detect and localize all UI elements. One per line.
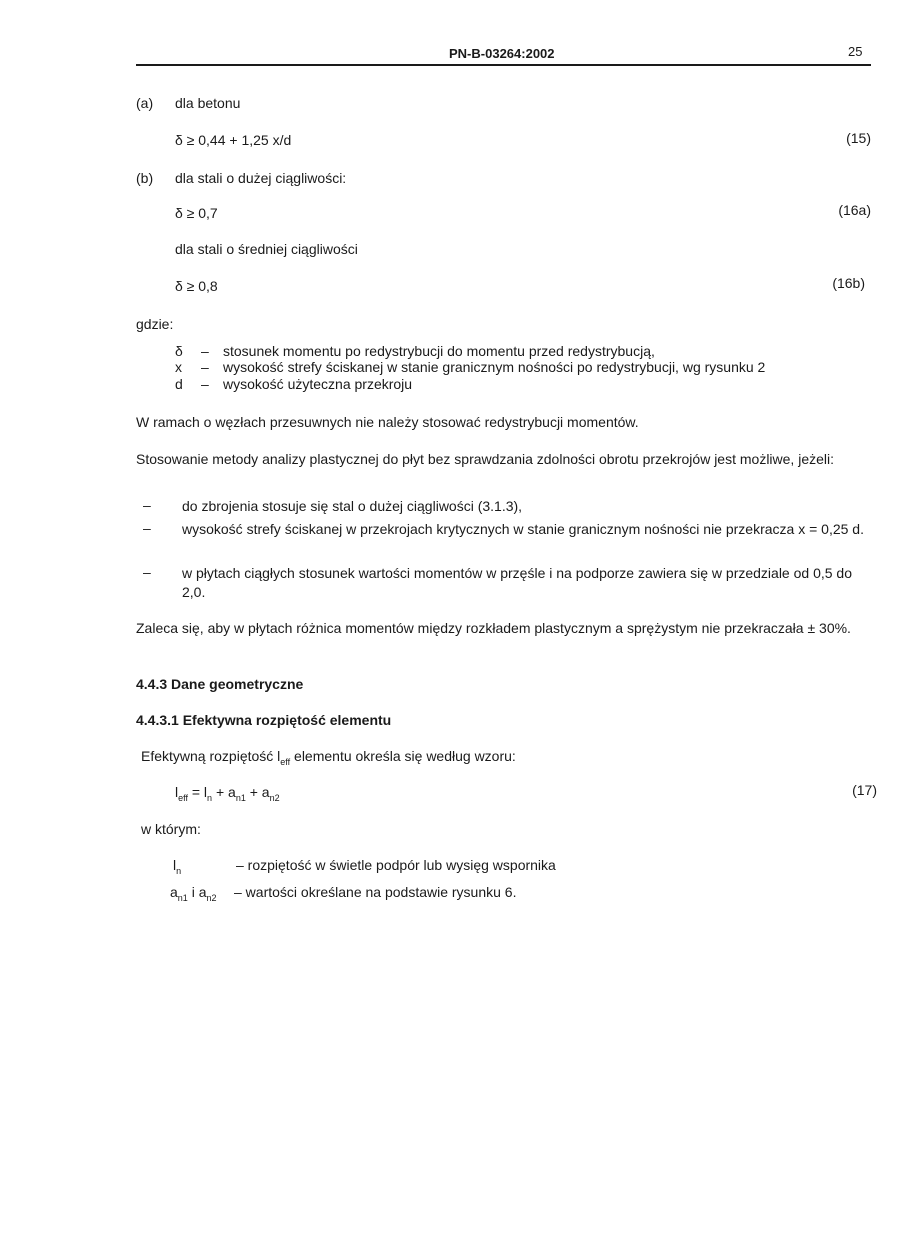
def-an2-sub: n2 xyxy=(206,893,217,903)
definition-text: wysokość strefy ściskanej w stanie granicznym nośności po redystrybucji, wg rysunku 2 xyxy=(223,359,766,375)
item-b-label: (b) xyxy=(136,170,154,186)
definition-text: stosunek momentu po redystrybucji do momentu przed redystrybucją, xyxy=(223,343,655,359)
def-ln-letter: l xyxy=(173,857,177,873)
eq15-formula: δ ≥ 0,44 + 1,25 x/d xyxy=(175,132,292,148)
formula-l: l xyxy=(175,784,179,800)
definition-dash: – xyxy=(201,376,209,392)
intro-text-after: elementu określa się według wzoru: xyxy=(290,748,516,764)
eq16b-number: (16b) xyxy=(832,275,865,291)
formula-plus-an2: + a xyxy=(245,784,270,800)
definition-text: wysokość użyteczna przekroju xyxy=(223,376,413,392)
formula-eq-ln: = l xyxy=(187,784,208,800)
item-b-text: dla stali o dużej ciągliwości: xyxy=(175,170,347,186)
definition-row xyxy=(175,343,655,359)
eq15-number: (15) xyxy=(846,130,871,146)
formula-sub-n1: n1 xyxy=(235,793,246,803)
bullet-dash: – xyxy=(143,497,151,513)
def-ln-sub: n xyxy=(176,866,182,876)
definition-dash: – xyxy=(201,359,209,375)
def-ln-text: – rozpiętość w świetle podpór lub wysięg wspornika xyxy=(236,857,556,873)
paragraph-plastic-analysis: Stosowanie metody analizy plastycznej do płyt bez sprawdzania zdolności obrotu przekrojów jest możliwe, jeżeli: xyxy=(136,451,835,467)
subsection-heading: 4.4.3.1 Efektywna rozpiętość elementu xyxy=(136,712,392,728)
medium-ductility-text: dla stali o średniej ciągliwości xyxy=(175,241,358,257)
page-number: 25 xyxy=(848,44,863,59)
intro-text-before: Efektywną rozpiętość l xyxy=(141,748,281,764)
definition-dash: – xyxy=(201,343,209,359)
definition-row xyxy=(175,359,765,375)
section-heading: 4.4.3 Dane geometryczne xyxy=(136,676,304,692)
def-an1-sub: n1 xyxy=(177,893,188,903)
in-which-label: w którym: xyxy=(141,821,201,837)
paragraph-moment-difference: Zaleca się, aby w płytach różnica momentów między rozkładem plastycznym a sprężystym nie przekraczała ± 30%. xyxy=(136,620,851,636)
paragraph-sway-frames: W ramach o węzłach przesuwnych nie należy stosować redystrybucji momentów. xyxy=(136,414,639,430)
definition-symbol: d xyxy=(175,376,183,392)
formula-sub-n: n xyxy=(207,793,213,803)
formula-sub-n2: n2 xyxy=(269,793,280,803)
bullet-item: do zbrojenia stosuje się stal o dużej ciągliwości (3.1.3), xyxy=(182,498,523,514)
bullet-dash: – xyxy=(143,520,151,536)
header-title: PN-B-03264:2002 xyxy=(449,46,555,61)
where-label: gdzie: xyxy=(136,316,174,332)
eq16a-number: (16a) xyxy=(838,202,871,218)
def-an-text: – wartości określane na podstawie rysunku 6. xyxy=(234,884,517,900)
formula-plus-an1: + a xyxy=(212,784,236,800)
eq17-number: (17) xyxy=(852,782,877,798)
bullet-dash: – xyxy=(143,564,151,580)
eq16a-formula: δ ≥ 0,7 xyxy=(175,205,218,221)
intro-subscript: eff xyxy=(280,757,291,767)
effective-span-intro xyxy=(141,748,516,767)
def-ln-symbol xyxy=(173,857,181,876)
eq16b-formula: δ ≥ 0,8 xyxy=(175,278,218,294)
eq17-formula xyxy=(175,784,280,803)
definition-symbol: δ xyxy=(175,343,183,359)
header-rule xyxy=(136,64,871,66)
item-a-text: dla betonu xyxy=(175,95,241,111)
definition-row xyxy=(175,376,412,392)
def-an1-letter: a xyxy=(170,884,178,900)
formula-sub-eff: eff xyxy=(178,793,188,803)
def-an-symbol xyxy=(170,884,217,903)
item-a-label: (a) xyxy=(136,95,154,111)
definition-symbol: x xyxy=(175,359,182,375)
bullet-item: w płytach ciągłych stosunek wartości momentów w przęśle i na podporze zawiera się w przedziale od 0,5 do 2,0. xyxy=(182,565,852,600)
bullet-item: wysokość strefy ściskanej w przekrojach krytycznych w stanie granicznym nośności nie przekracza x = 0,25 d. xyxy=(182,521,864,537)
def-an2-letter: i a xyxy=(187,884,207,900)
